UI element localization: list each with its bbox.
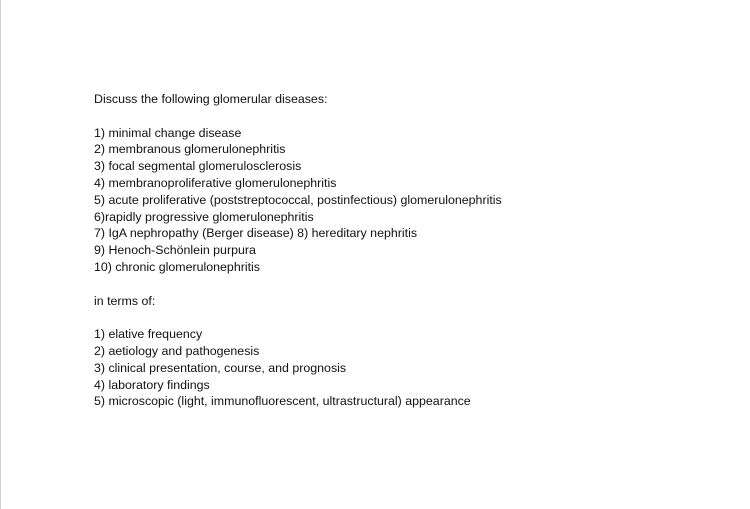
intro-text: Discuss the following glomerular diseases: [94, 92, 328, 106]
list-item: 4) membranoproliferative glomerulonephritis [94, 175, 337, 190]
list-item: 3) clinical presentation, course, and prognosis [94, 360, 347, 375]
list-item: 10) chronic glomerulonephritis [94, 259, 260, 274]
diseases-list [94, 125, 734, 276]
list-item: 5) microscopic (light, immunofluorescent, ultrastructural) appearance [94, 394, 471, 409]
spacer [94, 309, 734, 326]
list-item: 9) Henoch-Schönlein purpura [94, 243, 256, 258]
list-item: 3) focal segmental glomerulosclerosis [94, 159, 302, 174]
list-item: 7) IgA nephropathy (Berger disease) 8) hereditary nephritis [94, 226, 418, 241]
spacer [94, 108, 734, 125]
list-item: 5) acute proliferative (poststreptococcal, postinfectious) glomerulonephritis [94, 192, 502, 207]
document-body [94, 91, 734, 410]
list-item: 4) laboratory findings [94, 377, 210, 392]
list-item: 1) elative frequency [94, 327, 203, 342]
list-item: 2) aetiology and pathogenesis [94, 343, 260, 358]
spacer [94, 276, 734, 293]
list-item: 1) minimal change disease [94, 125, 242, 140]
terms-heading: in terms of: [94, 293, 156, 308]
terms-list [94, 326, 734, 410]
list-item: 2) membranous glomerulonephritis [94, 142, 286, 157]
list-item: 6)rapidly progressive glomerulonephritis [94, 209, 314, 224]
